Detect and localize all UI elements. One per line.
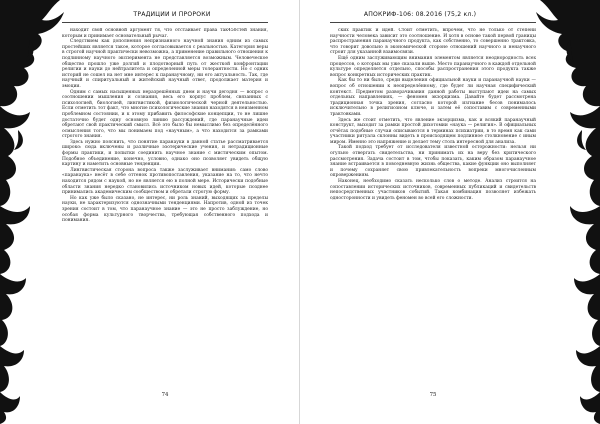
page-number: 75: [429, 392, 437, 398]
ornament-right-icon: [530, 0, 600, 424]
paragraph: Наконец, необходимо сказать несколько слов о методе. Анализ строится на сопоставлении исторических источников, современных публикаций и свидетельств непосредственных участников событий. Такая комбинация позволяет избежать односторонности и увидеть феномен во всей его сложности.: [330, 179, 536, 201]
header-rule: [330, 22, 536, 23]
paragraph: Здесь же стоит отметить, что явление экзорцизма, как и всякий паранаучный конструкт, выходит за рамки простой дихотомии «наука — религия». В официальных отчётах подобные случаи описываются в терминах психиатрии, в то время как сами участники ритуала склонны видеть в происходящем подлинное столкновение с иным миром. Именно это напряжение и делает тему столь интересной для анализа.: [330, 117, 536, 145]
paragraph: Но как уже было сказано, не интерес, ни роль знаний, выходящих за пределы науки, не характеризуются однозначными тенденциями. Напротив, одной из точек зрения состоит в том, что паранаучное знание — это не просто заблуждение, но особая форма культурного творчества, требующая собственного подхода и понимания.: [62, 195, 268, 224]
paragraph: Лингвистическая сторона вопроса также заслуживает внимания: само слово «паранаука» несёт в себе оттенок противопоставления, указание на то, что нечто находится рядом с наукой, но не является ею в полной мере. Исторически подобные области знания нередко становились источником новых идей, которые позднее принимались академическим сообществом и обретали строгую форму.: [62, 167, 268, 196]
paragraph: Ещё одним заслуживающим внимания элементом является неоднородность всех процессов, о которых мы уже сказали выше. Место паранаучного в каждой отдельной культуре определяется отдельно, способы распространения этого продукта также вопрос конкретных исторических практик.: [330, 55, 536, 78]
paragraph: Такой подход требует от исследователя известной осторожности: нельзя ни огульно отвергать свидетельства, ни принимать их на веру без критического рассмотрения. Задача состоит в том, чтобы показать, каким образом паранаучное знание встраивается в повседневную жизнь общества, какие функции оно выполняет и почему сохраняет свою привлекательность вопреки многочисленным опровержениям.: [330, 145, 536, 179]
ornament-left-icon: [0, 0, 70, 424]
body-text: [330, 28, 536, 383]
paragraph: ских практик и идей. Стоит отметить, впрочем, что не только от степени научности человека зависит это соотношение. И хотя в основе такой первой границы распространения паранаучного продукта, как собственно, то совершенно трактовка, что говорит довольно в экономической стороне отношений научного и ненаучного строит для указанной взаимосвязи.: [330, 28, 536, 56]
paragraph: Одним с самых насыщенных неразрешённых днем и научи дегодня — вопрос о соотношении мышления и сознания, весь его корпус проблем, связанных с психологией, биологией, лингвистикой, физиологической черной деятельностью. Если отметить тот факт, что многие психологические знания находятся в неизменном проблемном состоянии, и к этому прибавить философские концепции, то не лишне достаточно будет одну основную линию рассуждений, где паранаучные идеи обретают свой практический смысл. Всё это было бы немыслимо без определённого осмысления того, что мы понимаем под «научным», а что находится за рамками строгого знания.: [62, 89, 268, 140]
running-header: ТРАДИЦИИ И ПРОРОКИ: [133, 10, 211, 18]
header-rule: [62, 22, 268, 23]
paragraph: Как бы то ни было, среди выделения официальной науки и паранаучной науки — вопрос об отношении к неопределённому, где будет ли научная специфический контекст. Предметом разворачивания данной работы выступают идеи на самых отдельных направлениях, — феномен экзорцизма. Давайте будет рассмотрена традиционная точка зрения, согласно которой изгнание бесов понималось исключительно в религиозном ключе, и затем её сопоставим с современными трактовками.: [330, 78, 536, 117]
paragraph: находит свой основной аргумент тя, что отстаивает права так450стей знания, которым и принимает основательный рычаг.: [62, 28, 268, 39]
running-header: АПОКРИФ-106: 08.2016 (75,2 кл.): [363, 10, 477, 18]
page-number: 74: [161, 392, 169, 398]
right-page: [300, 0, 600, 424]
body-text: [62, 28, 268, 383]
paragraph: Здесь нужно пояснить, что понятие паранауки в данной статье рассматривается широко: сюда включены и различные эзотерические учения, и нетрадиционные формы практики, и попытки соединить научное знание с мистическим опытом. Подобное объединение, конечно, условно, однако оно позволяет увидеть общую картину и наметить основные тенденции.: [62, 139, 268, 168]
paragraph: Следствием как дополнения непризнанного научной знания одним из самых простейших является такое, которое согласовывается с реальностью. Категория веры в строгой научной практически невозможна, а применение правильного отношения к подлинному научного эксперимента не представляется возможным. Человеческое общество прошло уже долгий и плодотворный путь от жесткой конфронтации религии и науки до нейтралитета и определенной меры толерантности. Но с одних историй не сошел на нет мне интерес к паранаучному, ни его актуальность. Так, где научный и спиритуальный и житейский научный ответ, продолжает материя и эмоции.: [62, 39, 268, 89]
